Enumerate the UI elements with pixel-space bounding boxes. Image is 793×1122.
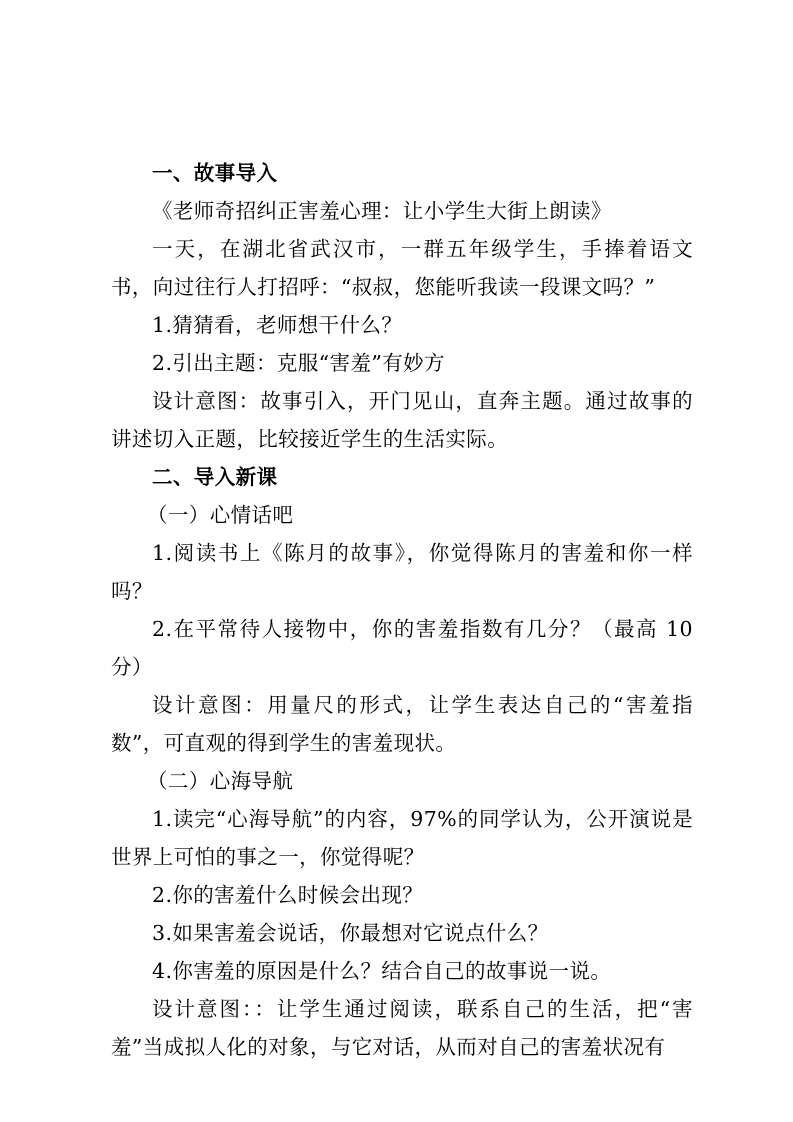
- mood-item-1: 1.阅读书上《陈月的故事》，你觉得陈月的害羞和你一样吗？: [111, 541, 693, 603]
- sub-heading-mind-navigation: （二）心海导航: [147, 769, 294, 793]
- navigation-item-4: 4.你害羞的原因是什么？结合自己的故事说一说。: [152, 959, 612, 983]
- navigation-item-1: 1.读完“心海导航”的内容，97%的同学认为，公开演说是世界上可怕的事之一，你觉得呢？: [111, 807, 693, 869]
- document-body: [111, 154, 693, 1066]
- section-heading-story-intro: 一、故事导入: [152, 161, 278, 185]
- design-intent-paragraph: 设计意图：用量尺的形式，让学生表达自己的“害羞指数”，可直观的得到学生的害羞现状。: [111, 693, 693, 755]
- navigation-item-3: 3.如果害羞会说话，你最想对它说点什么？: [152, 921, 549, 945]
- story-paragraph: 一天，在湖北省武汉市，一群五年级学生，手捧着语文书，向过往行人打招呼：“叔叔，您能听我读一段课文吗？”: [111, 237, 693, 299]
- question-item-1: 1.猜猜看，老师想干什么？: [152, 313, 403, 337]
- design-intent-paragraph: 设计意图：：让学生通过阅读，联系自己的生活，把“害羞”当成拟人化的对象，与它对话，从而对自己的害羞状况有: [111, 997, 693, 1059]
- question-item-2: 2.引出主题：克服“害羞”有妙方: [152, 351, 445, 375]
- design-intent-paragraph: 设计意图：故事引入，开门见山，直奔主题。通过故事的讲述切入正题，比较接近学生的生活实际。: [111, 389, 693, 451]
- sub-heading-mood-talk: （一）心情话吧: [147, 503, 294, 527]
- navigation-item-2: 2.你的害羞什么时候会出现？: [152, 883, 424, 907]
- mood-item-2: 2.在平常待人接物中，你的害羞指数有几分？（最高 10 分）: [111, 617, 693, 679]
- section-heading-new-lesson: 二、导入新课: [152, 465, 278, 489]
- story-title: 《老师奇招纠正害羞心理：让小学生大街上朗读》: [152, 199, 612, 223]
